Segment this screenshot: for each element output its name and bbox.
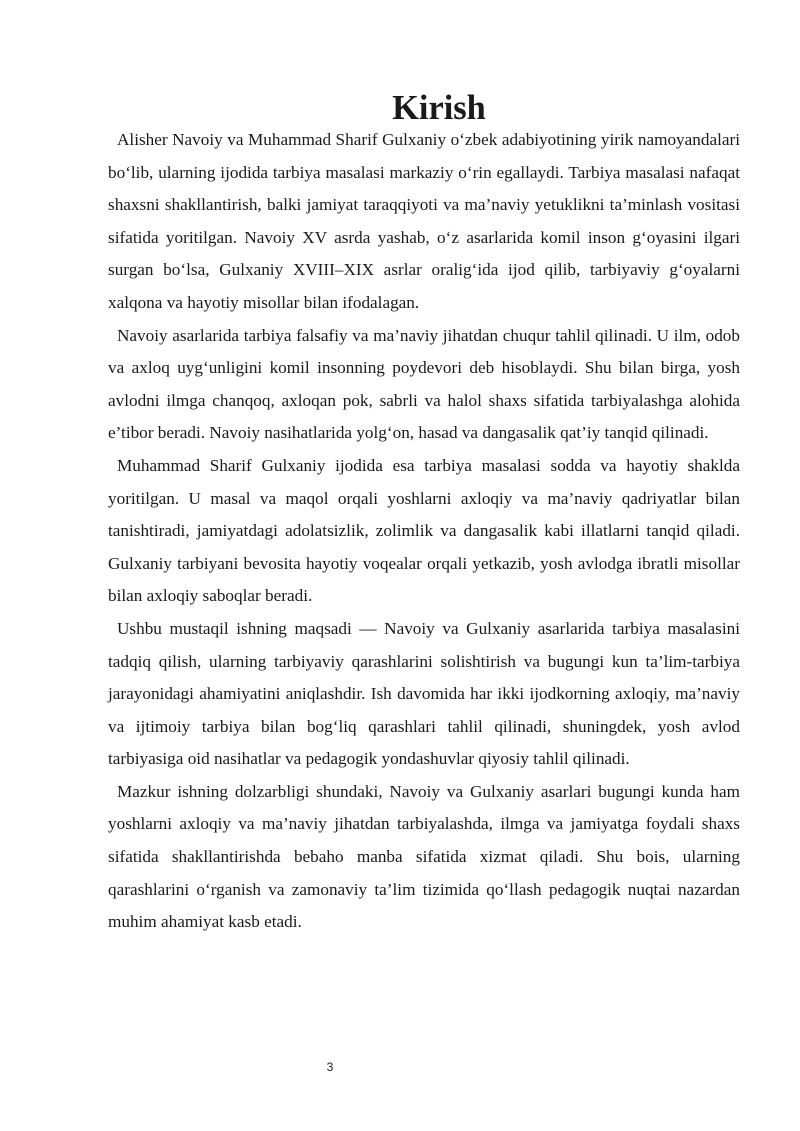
paragraph-4: Ushbu mustaqil ishning maqsadi — Navoiy va Gulxaniy asarlarida tarbiya masalasini tadqiq qilish, ularning tarbiyaviy qarashlarini solishtirish va bugungi kun ta’lim-tarbiya jarayonidagi ahamiyatini aniqlashdir. Ish davomida har ikki ijodkorning axloqiy, ma’naviy va ijtimoiy tarbiya bilan bog‘liq qarashlari tahlil qilinadi, shuningdek, yosh avlod tarbiyasiga oid nasihatlar va pedagogik yondashuvlar qiyosiy tahlil qilinadi. [108,618,740,769]
paragraph-1: Alisher Navoiy va Muhammad Sharif Gulxaniy o‘zbek adabiyotining yirik namoyandalari bo‘lib, ularning ijodida tarbiya masalasi markaziy o‘rin egallaydi. Tarbiya masalasi nafaqat shaxsni shakllantirish, balki jamiyat taraqqiyoti va ma’naviy yetuklikni ta’minlash vositasi sifatida yoritilgan. Navoiy XV asrda yashab, o‘z asarlarida komil inson g‘oyasini ilgari surgan bo‘lsa, Gulxaniy XVIII–XIX asrlar oralig‘ida ijod qilib, tarbiyaviy g‘oyalarni xalqona va hayotiy misollar bilan ifodalagan. [108,130,740,312]
page-title: Kirish [392,89,486,127]
paragraph-5: Mazkur ishning dolzarbligi shundaki, Navoiy va Gulxaniy asarlari bugungi kunda ham yoshlarni axloqiy va ma’naviy jihatdan tarbiyalashda, ilmga va jamiyatga foydali shaxs sifatida shakllantirishda bebaho manba sifatida xizmat qiladi. Shu bois, ularning qarashlarini o‘rganish va zamonaviy ta’lim tizimida qo‘llash pedagogik nuqtai nazardan muhim ahamiyat kasb etadi. [108,781,740,932]
page-content [108,89,740,939]
paragraph-2: Navoiy asarlarida tarbiya falsafiy va ma’naviy jihatdan chuqur tahlil qilinadi. U ilm, odob va axloq uyg‘unligini komil insonning poydevori deb hisoblaydi. Shu bilan birga, yosh avlodni ilmga chanqoq, axloqan pok, sabrli va halol shaxs sifatida tarbiyalashga alohida e’tibor beradi. Navoiy nasihatlarida yolg‘on, hasad va dangasalik qat’iy tanqid qilinadi. [108,325,740,443]
paragraph-3: Muhammad Sharif Gulxaniy ijodida esa tarbiya masalasi sodda va hayotiy shaklda yoritilgan. U masal va maqol orqali yoshlarni axloqiy va ma’naviy qadriyatlar bilan tanishtiradi, jamiyatdagi adolatsizlik, zolimlik va dangasalik kabi illatlarni tanqid qiladi. Gulxaniy tarbiyani bevosita hayotiy voqealar orqali yetkazib, yosh avlodga ibratli misollar bilan axloqiy saboqlar beradi. [108,455,740,606]
page-number: 3 [326,1060,334,1074]
